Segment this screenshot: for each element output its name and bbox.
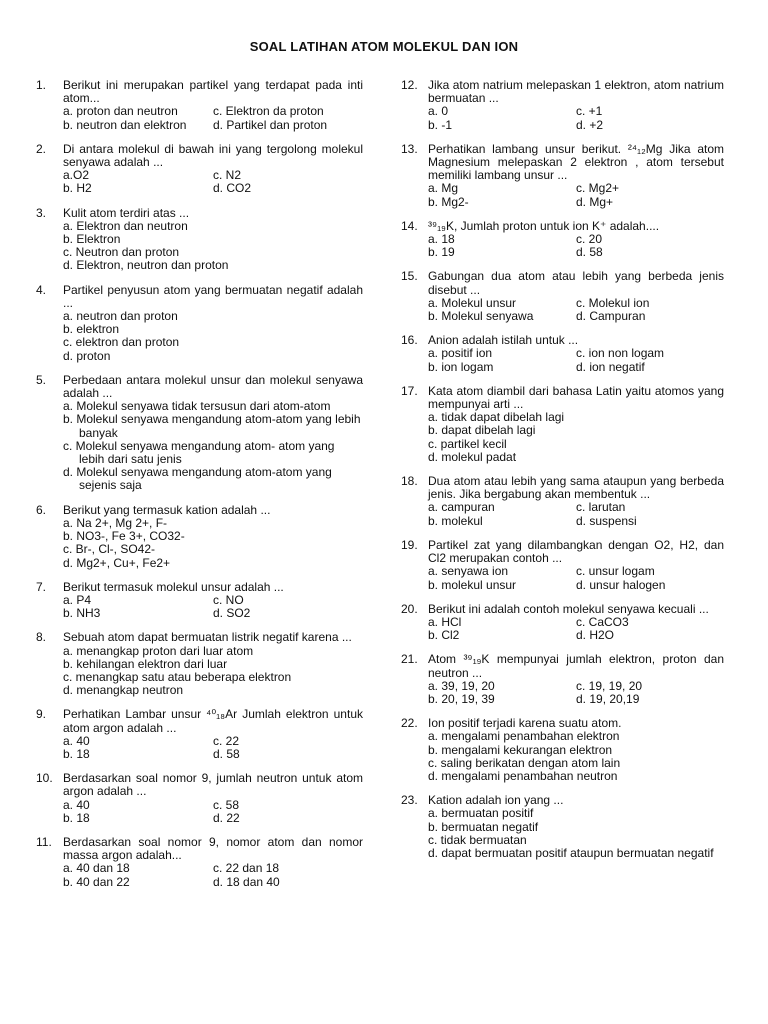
answer-option: d. 58 xyxy=(576,245,603,260)
answer-option: a. HCl xyxy=(428,614,462,629)
question-number: 13. xyxy=(401,141,418,156)
question-number: 12. xyxy=(401,78,418,92)
answer-option: c. elektron dan proton xyxy=(63,335,180,350)
question-number: 2. xyxy=(36,141,47,156)
answer-option: a. 40 dan 18 xyxy=(63,861,130,876)
answer-option: a. 40 xyxy=(63,733,90,748)
question-1 xyxy=(36,79,363,132)
question-4 xyxy=(36,284,363,363)
answer-option: c. larutan xyxy=(576,500,626,515)
answer-option: c. +1 xyxy=(576,104,603,119)
answer-options xyxy=(63,310,363,363)
question-12 xyxy=(401,79,724,132)
question-stem: Perhatikan Lambar unsur ⁴⁰₁₈Ar Jumlah elektron untuk atom argon adalah ... xyxy=(63,707,363,735)
question-stem: Berikut yang termasuk kation adalah ... xyxy=(63,502,271,517)
answer-option: c. Neutron dan proton xyxy=(63,245,180,260)
answer-option: c. N2 xyxy=(213,168,242,183)
answer-option: b. kehilangan elektron dari luar xyxy=(63,656,228,671)
answer-option: c. Br-, Cl-, SO42- xyxy=(63,542,156,557)
answer-option: c. 22 xyxy=(213,733,240,748)
question-number: 15. xyxy=(401,269,418,284)
question-13 xyxy=(401,143,724,209)
question-stem: Kation adalah ion yang ... xyxy=(428,793,564,808)
answer-options xyxy=(63,862,363,888)
question-5 xyxy=(36,374,363,493)
question-stem: Sebuah atom dapat bermuatan listrik negatif karena ... xyxy=(63,630,352,645)
answer-options xyxy=(63,400,363,492)
answer-option: d. 18 dan 40 xyxy=(213,874,280,889)
answer-options xyxy=(428,233,724,259)
question-16 xyxy=(401,334,724,374)
answer-options xyxy=(428,297,724,323)
answer-option: a. mengalami penambahan elektron xyxy=(428,729,620,744)
question-7 xyxy=(36,581,363,621)
answer-options xyxy=(428,105,724,131)
answer-option: b. bermuatan negatif xyxy=(428,819,539,834)
answer-option: d. Mg+ xyxy=(576,194,614,209)
answer-option: a. P4 xyxy=(63,592,92,607)
question-number: 14. xyxy=(401,218,418,233)
answer-option: b. 18 xyxy=(63,810,90,825)
question-stem: Gabungan dua atom atau lebih yang berbeda jenis disebut ... xyxy=(428,269,724,297)
answer-option: c. Elektron da proton xyxy=(213,104,324,119)
answer-option: c. 22 dan 18 xyxy=(213,861,280,876)
answer-option: d. molekul padat xyxy=(428,449,517,464)
question-number: 8. xyxy=(36,630,47,645)
answer-option: c. NO xyxy=(213,592,244,607)
question-number: 21. xyxy=(401,652,418,667)
answer-option: c. partikel kecil xyxy=(428,436,507,451)
answer-option: a. neutron dan proton xyxy=(63,309,178,324)
answer-option: b. NO3-, Fe 3+, CO32- xyxy=(63,529,185,544)
question-number: 16. xyxy=(401,333,418,348)
answer-options xyxy=(428,616,724,642)
question-number: 23. xyxy=(401,793,418,808)
answer-option: b. elektron xyxy=(63,322,120,337)
right-column xyxy=(401,79,724,860)
answer-option: c. menangkap satu atau beberapa elektron xyxy=(63,669,292,684)
question-stem: Perbedaan antara molekul unsur dan molekul senyawa adalah ... xyxy=(63,372,363,401)
answer-option: b. Mg2- xyxy=(428,194,469,209)
answer-option: b. 18 xyxy=(63,746,90,761)
question-stem: Partikel penyusun atom yang bermuatan negatif adalah ... xyxy=(63,282,363,310)
question-9 xyxy=(36,708,363,761)
question-stem: Berdasarkan soal nomor 9, nomor atom dan nomor massa argon adalah... xyxy=(63,834,363,863)
answer-option: d. H2O xyxy=(576,628,615,643)
answer-options xyxy=(63,220,363,273)
question-number: 19. xyxy=(401,537,418,552)
question-stem: Berikut termasuk molekul unsur adalah ... xyxy=(63,579,284,594)
answer-options xyxy=(428,807,724,860)
answer-option: c. 58 xyxy=(213,797,240,812)
question-number: 20. xyxy=(401,601,418,616)
answer-options xyxy=(428,680,724,706)
answer-option: d. Molekul senyawa mengandung atom-atom yang sejenis saja xyxy=(63,465,332,493)
left-column xyxy=(36,79,363,889)
question-number: 3. xyxy=(36,205,47,220)
question-3 xyxy=(36,207,363,273)
answer-option: c. unsur logam xyxy=(576,564,655,579)
answer-option: a. Na 2+, Mg 2+, F- xyxy=(63,515,168,530)
question-21 xyxy=(401,653,724,706)
answer-option: b. 40 dan 22 xyxy=(63,874,130,889)
question-17 xyxy=(401,385,724,464)
question-stem: Dua atom atau lebih yang sama ataupun yang berbeda jenis. Jika bergabung akan membentuk ... xyxy=(428,474,724,502)
question-number: 10. xyxy=(36,771,53,786)
answer-option: d. 19, 20,19 xyxy=(576,691,640,706)
question-20 xyxy=(401,603,724,643)
answer-option: a. Mg xyxy=(428,181,459,196)
answer-option: a. positif ion xyxy=(428,346,493,361)
answer-option: d. 22 xyxy=(213,810,240,825)
answer-option: b. molekul xyxy=(428,513,483,528)
answer-option: b. 20, 19, 39 xyxy=(428,691,495,706)
answer-option: d. Mg2+, Cu+, Fe2+ xyxy=(63,555,171,570)
question-stem: ³⁹₁₉K, Jumlah proton untuk ion K⁺ adalah.... xyxy=(428,218,660,233)
question-number: 9. xyxy=(36,707,47,722)
page-title: SOAL LATIHAN ATOM MOLEKUL DAN ION xyxy=(249,39,519,54)
answer-option: d. ion negatif xyxy=(576,359,645,374)
question-15 xyxy=(401,270,724,323)
answer-option: d. 58 xyxy=(213,746,240,761)
answer-option: b. Molekul senyawa mengandung atom-atom yang lebih banyak xyxy=(63,412,361,440)
answer-option: b. -1 xyxy=(428,117,453,132)
question-stem: Perhatikan lambang unsur berikut. ²⁴₁₂Mg Jika atom Magnesium melepaskan 2 elektron , atom tersebut memiliki lambang unsur ... xyxy=(428,141,724,183)
answer-options xyxy=(63,799,363,825)
answer-option: d. Partikel dan proton xyxy=(213,117,328,132)
question-11 xyxy=(36,836,363,889)
answer-option: a. senyawa ion xyxy=(428,564,509,579)
question-6 xyxy=(36,504,363,570)
question-number: 1. xyxy=(36,78,47,92)
question-number: 4. xyxy=(36,282,47,297)
answer-options xyxy=(428,411,724,464)
question-stem: Atom ³⁹₁₉K mempunyai jumlah elektron, proton dan neutron ... xyxy=(428,652,724,680)
question-2 xyxy=(36,143,363,196)
answer-option: d. mengalami penambahan neutron xyxy=(428,768,618,783)
answer-option: b. Cl2 xyxy=(428,628,460,643)
answer-option: c. saling berikatan dengan atom lain xyxy=(428,755,621,770)
question-stem: Partikel zat yang dilambangkan dengan O2, H2, dan Cl2 merupakan contoh ... xyxy=(428,537,724,566)
answer-options xyxy=(428,501,724,527)
question-22 xyxy=(401,717,724,783)
answer-option: a. Molekul unsur xyxy=(428,295,517,310)
answer-option: d. CO2 xyxy=(213,181,252,196)
answer-options xyxy=(63,594,363,620)
question-stem: Di antara molekul di bawah ini yang tergolong molekul senyawa adalah ... xyxy=(63,141,363,170)
answer-options xyxy=(428,565,724,591)
answer-options xyxy=(428,347,724,373)
question-stem: Jika atom natrium melepaskan 1 elektron, atom natrium bermuatan ... xyxy=(428,78,724,106)
answer-option: d. Elektron, neutron dan proton xyxy=(63,258,229,273)
answer-options xyxy=(428,730,724,783)
answer-option: d. Campuran xyxy=(576,309,646,324)
question-stem: Ion positif terjadi karena suatu atom. xyxy=(428,716,622,731)
question-number: 6. xyxy=(36,502,47,517)
question-number: 22. xyxy=(401,716,418,731)
answer-option: b. H2 xyxy=(63,181,92,196)
answer-option: d. suspensi xyxy=(576,513,637,528)
answer-option: b. ion logam xyxy=(428,359,494,374)
answer-option: d. SO2 xyxy=(213,606,251,621)
question-stem: Berdasarkan soal nomor 9, jumlah neutron untuk atom argon adalah ... xyxy=(63,771,363,799)
answer-option: a. proton dan neutron xyxy=(63,104,178,119)
question-number: 17. xyxy=(401,383,418,398)
question-stem: Anion adalah istilah untuk ... xyxy=(428,333,579,348)
answer-option: b. NH3 xyxy=(63,606,101,621)
answer-options xyxy=(63,105,363,131)
answer-option: a. 40 xyxy=(63,797,90,812)
answer-option: c. Molekul ion xyxy=(576,295,650,310)
answer-option: d. proton xyxy=(63,348,111,363)
question-number: 5. xyxy=(36,372,47,387)
question-stem: Kulit atom terdiri atas ... xyxy=(63,205,190,220)
answer-option: c. tidak bermuatan xyxy=(428,832,527,847)
question-stem: Kata atom diambil dari bahasa Latin yaitu atomos yang mempunyai arti ... xyxy=(428,383,724,412)
answer-option: b. dapat dibelah lagi xyxy=(428,423,536,438)
answer-options xyxy=(63,517,363,570)
question-stem: Berikut ini adalah contoh molekul senyawa kecuali ... xyxy=(428,601,709,616)
answer-options xyxy=(63,169,363,195)
question-number: 11. xyxy=(36,834,52,849)
answer-option: a. 0 xyxy=(428,104,449,119)
answer-option: d. unsur halogen xyxy=(576,577,666,592)
answer-option: b. neutron dan elektron xyxy=(63,117,187,132)
answer-option: b. Molekul senyawa xyxy=(428,309,534,324)
answer-option: b. 19 xyxy=(428,245,455,260)
answer-option: a.O2 xyxy=(63,168,90,183)
answer-option: d. dapat bermuatan positif ataupun bermuatan negatif xyxy=(428,845,714,860)
question-stem: Berikut ini merupakan partikel yang terdapat pada inti atom... xyxy=(63,78,363,106)
question-10 xyxy=(36,772,363,825)
question-8 xyxy=(36,631,363,697)
answer-option: c. CaCO3 xyxy=(576,614,629,629)
answer-option: d. menangkap neutron xyxy=(63,683,184,698)
answer-option: a. menangkap proton dari luar atom xyxy=(63,643,254,658)
answer-option: c. 20 xyxy=(576,232,603,247)
answer-option: b. Elektron xyxy=(63,232,121,247)
question-23 xyxy=(401,794,724,860)
answer-option: b. molekul unsur xyxy=(428,577,517,592)
answer-options xyxy=(428,182,724,208)
question-number: 18. xyxy=(401,474,418,489)
answer-options xyxy=(63,645,363,698)
answer-option: c. Mg2+ xyxy=(576,181,620,196)
question-19 xyxy=(401,539,724,592)
answer-option: d. +2 xyxy=(576,117,604,132)
answer-option: a. Elektron dan neutron xyxy=(63,218,188,233)
answer-option: c. 19, 19, 20 xyxy=(576,678,643,693)
answer-option: a. Molekul senyawa tidak tersusun dari atom-atom xyxy=(63,399,331,414)
answer-option: a. tidak dapat dibelah lagi xyxy=(428,410,565,425)
answer-option: b. mengalami kekurangan elektron xyxy=(428,742,613,757)
answer-option: a. 18 xyxy=(428,232,455,247)
question-14 xyxy=(401,220,724,260)
question-18 xyxy=(401,475,724,528)
answer-option: a. 39, 19, 20 xyxy=(428,678,495,693)
answer-option: a. bermuatan positif xyxy=(428,806,534,821)
answer-option: c. Molekul senyawa mengandung atom- atom yang lebih dari satu jenis xyxy=(63,438,335,467)
answer-options xyxy=(63,735,363,761)
answer-option: c. ion non logam xyxy=(576,346,665,361)
question-number: 7. xyxy=(36,579,47,594)
answer-option: a. campuran xyxy=(428,500,495,515)
